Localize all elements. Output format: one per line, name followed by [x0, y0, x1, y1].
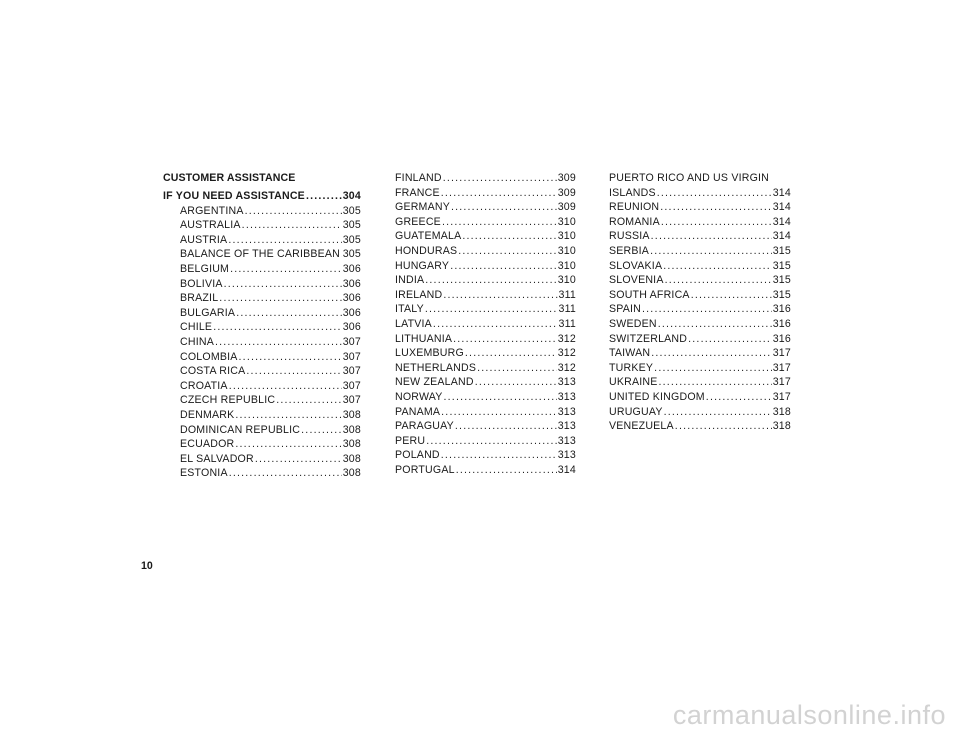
entry-label: DOMINICAN REPUBLIC	[180, 423, 301, 436]
toc-entry[interactable]	[609, 215, 791, 230]
entry-page: 313	[557, 434, 576, 447]
entry-page: 311	[558, 303, 576, 316]
entry-label: ECUADOR	[180, 438, 235, 451]
toc-entry[interactable]	[395, 405, 576, 420]
toc-entry[interactable]	[395, 215, 576, 230]
toc-entry[interactable]	[395, 171, 576, 186]
dot-leader	[213, 320, 342, 335]
entry-label: PORTUGAL	[395, 463, 455, 476]
entry-label: LATVIA	[395, 317, 432, 330]
entry-page: 308	[342, 467, 361, 480]
dot-leader	[301, 423, 342, 438]
entry-label: PARAGUAY	[395, 420, 454, 433]
entry-page: 309	[557, 201, 576, 214]
toc-list-3	[609, 186, 791, 434]
toc-entry[interactable]	[163, 204, 361, 219]
entry-label: IF YOU NEED ASSISTANCE	[163, 190, 305, 202]
toc-entry[interactable]	[609, 259, 791, 274]
dot-leader	[458, 244, 556, 259]
toc-entry[interactable]	[395, 302, 576, 317]
entry-page: 307	[342, 335, 361, 348]
toc-column-2	[395, 171, 576, 477]
dot-leader	[425, 302, 558, 317]
entry-label: ESTONIA	[180, 467, 228, 480]
entry-label: PANAMA	[395, 405, 441, 418]
dot-leader	[229, 466, 342, 481]
toc-entry[interactable]	[609, 200, 791, 215]
entry-label: URUGUAY	[609, 405, 663, 418]
entry-label: UKRAINE	[609, 376, 658, 389]
entry-page: 306	[342, 262, 361, 275]
dot-leader	[228, 233, 341, 248]
entry-label: INDIA	[395, 274, 425, 287]
entry-page: 306	[342, 292, 361, 305]
dot-leader	[441, 405, 557, 420]
dot-leader	[276, 393, 342, 408]
dot-leader	[691, 288, 772, 303]
dot-leader	[442, 215, 557, 230]
entry-label: CHILE	[180, 321, 213, 334]
toc-entry[interactable]	[395, 375, 576, 390]
dot-leader	[426, 434, 556, 449]
entry-page: 313	[557, 449, 576, 462]
entry-page: 312	[557, 347, 576, 360]
dot-leader	[664, 405, 772, 420]
dot-leader	[255, 452, 342, 467]
entry-page: 317	[772, 347, 791, 360]
toc-entry[interactable]	[395, 200, 576, 215]
dot-leader	[477, 361, 557, 376]
entry-page: 314	[772, 201, 791, 214]
toc-entry[interactable]	[395, 229, 576, 244]
dot-leader	[306, 189, 342, 204]
toc-entry[interactable]	[609, 273, 791, 288]
entry-page: 307	[342, 394, 361, 407]
entry-label: HONDURAS	[395, 244, 458, 257]
dot-leader	[663, 259, 772, 274]
entry-label: NEW ZEALAND	[395, 376, 474, 389]
toc-entry[interactable]	[395, 448, 576, 463]
entry-page: 314	[772, 230, 791, 243]
toc-entry[interactable]	[163, 466, 361, 481]
entry-label: ROMANIA	[609, 215, 660, 228]
entry-page: 308	[342, 423, 361, 436]
entry-page: 315	[772, 288, 791, 301]
entry-page: 315	[772, 274, 791, 287]
toc-entry[interactable]	[609, 244, 791, 259]
dot-leader	[450, 259, 557, 274]
entry-page: 310	[557, 244, 576, 257]
entry-page: 312	[557, 332, 576, 345]
entry-label: TAIWAN	[609, 347, 651, 360]
entry-label: POLAND	[395, 449, 440, 462]
toc-entry[interactable]	[395, 346, 576, 361]
entry-page: 306	[342, 321, 361, 334]
toc-column-1	[163, 171, 361, 481]
toc-entry[interactable]	[609, 332, 791, 347]
entry-label: CZECH REPUBLIC	[180, 394, 276, 407]
toc-entry[interactable]	[395, 288, 576, 303]
entry-page: 308	[342, 408, 361, 421]
entry-page: 314	[772, 215, 791, 228]
entry-page: 310	[557, 259, 576, 272]
entry-page: 305	[342, 233, 361, 246]
dot-leader	[455, 419, 557, 434]
toc-entry[interactable]	[395, 332, 576, 347]
toc-entry[interactable]	[163, 262, 361, 277]
dot-leader	[642, 302, 772, 317]
toc-entry[interactable]	[609, 375, 791, 390]
entry-page: 307	[342, 365, 361, 378]
toc-entry[interactable]	[395, 273, 576, 288]
entry-page: 304	[342, 190, 361, 202]
entry-page: 311	[558, 317, 576, 330]
dot-leader	[658, 317, 772, 332]
entry-label: SWEDEN	[609, 317, 657, 330]
toc-main-entry[interactable]	[163, 189, 361, 204]
entry-label: AUSTRALIA	[180, 219, 241, 232]
entry-page: 312	[557, 361, 576, 374]
toc-entry[interactable]	[609, 405, 791, 420]
entry-page: 307	[342, 350, 361, 363]
dot-leader	[651, 229, 772, 244]
entry-label: NORWAY	[395, 390, 443, 403]
dot-leader	[451, 200, 557, 215]
toc-entry[interactable]	[395, 259, 576, 274]
toc-entry[interactable]	[609, 346, 791, 361]
dot-leader	[246, 364, 341, 379]
entry-label: COSTA RICA	[180, 365, 246, 378]
entry-label: BULGARIA	[180, 306, 236, 319]
toc-entry[interactable]	[163, 393, 361, 408]
toc-entry[interactable]	[163, 437, 361, 452]
dot-leader	[657, 186, 772, 201]
toc-entry[interactable]	[395, 361, 576, 376]
toc-entry[interactable]	[395, 419, 576, 434]
dot-leader	[444, 390, 557, 405]
entry-label: DENMARK	[180, 408, 235, 421]
toc-entry[interactable]	[609, 390, 791, 405]
dot-leader	[441, 448, 557, 463]
toc-entry[interactable]	[395, 317, 576, 332]
entry-page: 317	[772, 376, 791, 389]
dot-leader	[215, 335, 342, 350]
dot-leader	[462, 229, 556, 244]
entry-label: COLOMBIA	[180, 350, 238, 363]
toc-entry[interactable]	[163, 247, 361, 262]
dot-leader	[219, 291, 341, 306]
dot-leader	[661, 215, 772, 230]
toc-entry[interactable]	[163, 452, 361, 467]
dot-leader	[224, 277, 342, 292]
entry-page: 306	[342, 277, 361, 290]
entry-label: LITHUANIA	[395, 332, 453, 345]
dot-leader	[475, 375, 557, 390]
dot-leader	[654, 361, 772, 376]
toc-list-2	[395, 171, 576, 477]
entry-label: BRAZIL	[180, 292, 219, 305]
entry-page: 317	[772, 361, 791, 374]
entry-label: SERBIA	[609, 244, 650, 257]
entry-page: 310	[557, 274, 576, 287]
entry-label: CROATIA	[180, 379, 228, 392]
dot-leader	[443, 288, 557, 303]
entry-label: LUXEMBURG	[395, 347, 464, 360]
entry-page: 313	[557, 420, 576, 433]
toc-entry[interactable]	[609, 229, 791, 244]
dot-leader	[433, 317, 558, 332]
dot-leader	[665, 273, 772, 288]
toc-entry[interactable]	[395, 390, 576, 405]
entry-page: 310	[557, 215, 576, 228]
toc-entry[interactable]	[163, 233, 361, 248]
entry-label: GERMANY	[395, 201, 450, 214]
toc-entry-wrap-line: PUERTO RICO AND US VIRGIN	[609, 172, 770, 184]
entry-page: 313	[557, 390, 576, 403]
entry-label: SOUTH AFRICA	[609, 288, 690, 301]
dot-leader	[660, 200, 771, 215]
entry-page: 316	[772, 303, 791, 316]
entry-label: SWITZERLAND	[609, 332, 688, 345]
toc-entry[interactable]	[609, 419, 791, 434]
dot-leader	[235, 437, 341, 452]
entry-page: 308	[342, 452, 361, 465]
entry-page: 305	[342, 204, 361, 217]
entry-page: 305	[342, 219, 361, 232]
toc-entry[interactable]	[163, 277, 361, 292]
dot-leader	[229, 379, 342, 394]
dot-leader	[230, 262, 342, 277]
dot-leader	[441, 186, 557, 201]
toc-entry[interactable]	[163, 379, 361, 394]
entry-label: BALANCE OF THE CARIBBEAN	[180, 248, 341, 261]
entry-page: 316	[772, 317, 791, 330]
dot-leader	[456, 463, 557, 478]
dot-leader	[242, 218, 342, 233]
entry-label: ISLANDS	[609, 186, 656, 199]
entry-label: GREECE	[395, 215, 441, 228]
entry-page: 309	[557, 172, 576, 184]
entry-label: REUNION	[609, 201, 660, 214]
toc-entry[interactable]	[163, 218, 361, 233]
toc-list-1	[163, 204, 361, 481]
entry-page: 314	[772, 186, 791, 199]
entry-label: BOLIVIA	[180, 277, 223, 290]
entry-label: SLOVAKIA	[609, 259, 663, 272]
toc-entry[interactable]	[609, 288, 791, 303]
entry-label: FINLAND	[395, 172, 442, 184]
dot-leader	[443, 171, 557, 186]
entry-page: 311	[558, 288, 576, 301]
dot-leader	[453, 332, 557, 347]
toc-entry[interactable]	[395, 186, 576, 201]
entry-page: 306	[342, 306, 361, 319]
dot-leader	[650, 244, 772, 259]
dot-leader	[236, 306, 342, 321]
toc-entry[interactable]	[163, 306, 361, 321]
entry-page: 307	[342, 379, 361, 392]
entry-page: 317	[772, 390, 791, 403]
entry-page: 318	[772, 405, 791, 418]
dot-leader	[425, 273, 556, 288]
entry-page: 309	[557, 186, 576, 199]
watermark: carmanualsonline.info	[672, 700, 946, 730]
toc-entry[interactable]	[609, 186, 791, 201]
dot-leader	[688, 332, 772, 347]
toc-entry[interactable]	[609, 302, 791, 317]
entry-label: EL SALVADOR	[180, 452, 254, 465]
entry-label: ARGENTINA	[180, 204, 244, 217]
dot-leader	[675, 419, 772, 434]
entry-label: VENEZUELA	[609, 420, 674, 433]
entry-page: 314	[557, 463, 576, 476]
entry-page: 315	[772, 244, 791, 257]
entry-page: 305	[342, 248, 361, 261]
toc-entry[interactable]	[163, 408, 361, 423]
entry-label: RUSSIA	[609, 230, 650, 243]
entry-label: FRANCE	[395, 186, 440, 199]
entry-page: 310	[557, 230, 576, 243]
section-title: CUSTOMER ASSISTANCE	[163, 172, 296, 184]
entry-page: 313	[557, 405, 576, 418]
entry-page: 308	[342, 438, 361, 451]
entry-label: SLOVENIA	[609, 274, 664, 287]
dot-leader	[341, 247, 342, 262]
entry-label: UNITED KINGDOM	[609, 390, 705, 403]
entry-label: IRELAND	[395, 288, 443, 301]
entry-label: SPAIN	[609, 303, 642, 316]
toc-entry[interactable]	[163, 291, 361, 306]
toc-entry[interactable]	[163, 423, 361, 438]
entry-page: 318	[772, 420, 791, 433]
dot-leader	[245, 204, 342, 219]
toc-entry[interactable]	[163, 335, 361, 350]
entry-label: GUATEMALA	[395, 230, 462, 243]
entry-label: AUSTRIA	[180, 233, 228, 246]
toc-entry[interactable]	[609, 317, 791, 332]
page-number: 10	[141, 560, 153, 572]
entry-label: CHINA	[180, 335, 214, 348]
toc-entry[interactable]	[395, 463, 576, 478]
entry-label: BELGIUM	[180, 262, 230, 275]
dot-leader	[239, 350, 342, 365]
entry-label: NETHERLANDS	[395, 361, 477, 374]
toc-entry[interactable]	[395, 244, 576, 259]
toc-entry[interactable]	[163, 320, 361, 335]
entry-page: 316	[772, 332, 791, 345]
dot-leader	[651, 346, 772, 361]
dot-leader	[659, 375, 772, 390]
dot-leader	[235, 408, 341, 423]
toc-entry[interactable]	[163, 350, 361, 365]
entry-label: ITALY	[395, 303, 424, 316]
entry-page: 313	[557, 376, 576, 389]
entry-page: 315	[772, 259, 791, 272]
dot-leader	[706, 390, 772, 405]
toc-entry[interactable]	[163, 364, 361, 379]
toc-entry[interactable]	[395, 434, 576, 449]
toc-entry[interactable]	[609, 361, 791, 376]
entry-label: TURKEY	[609, 361, 654, 374]
toc-column-3	[609, 171, 791, 434]
entry-label: HUNGARY	[395, 259, 450, 272]
entry-label: PERU	[395, 434, 426, 447]
dot-leader	[465, 346, 557, 361]
